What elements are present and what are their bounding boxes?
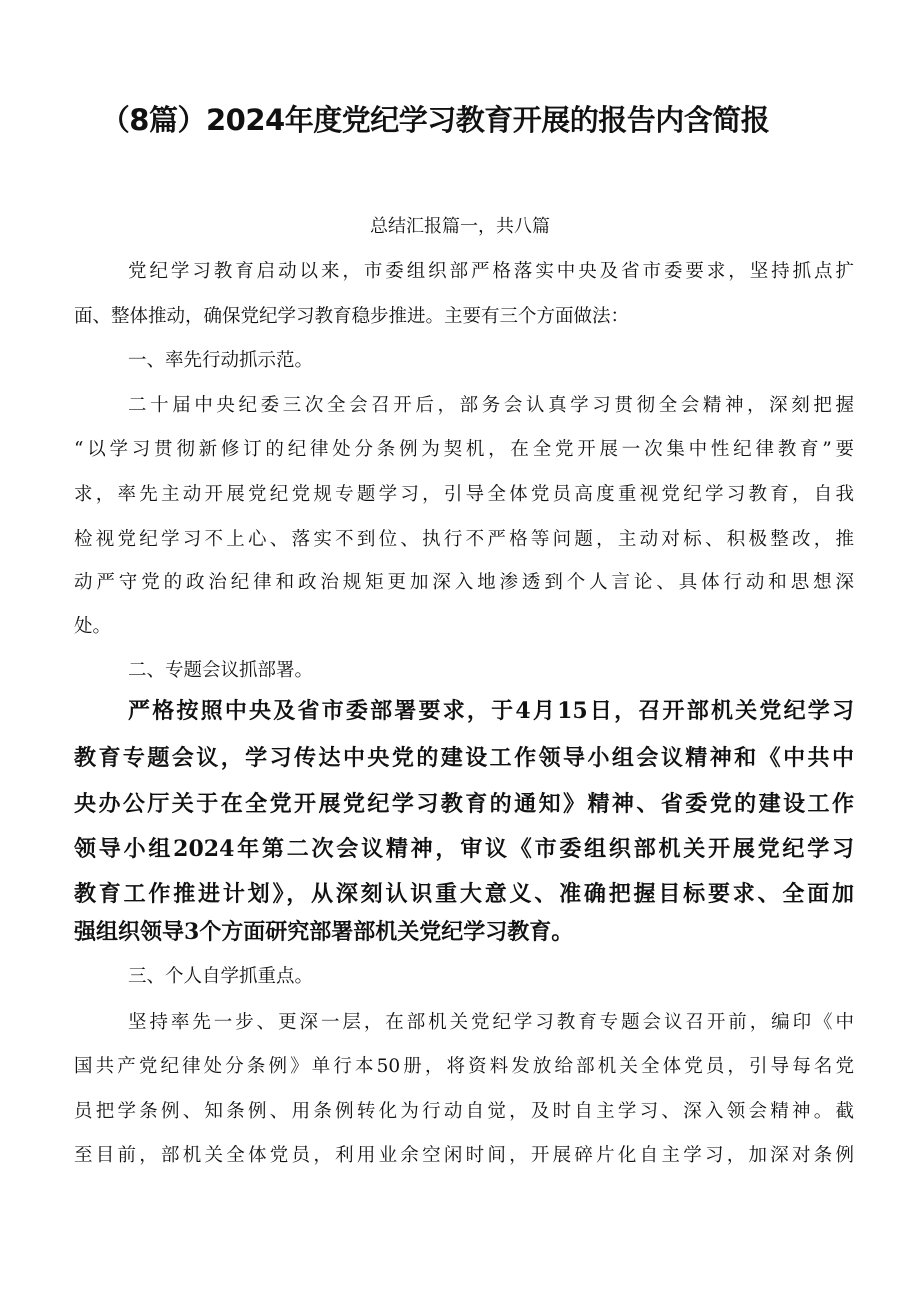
section-heading-2: 二、专题会议抓部署。 (128, 660, 314, 681)
intro-line: 党纪学习教育启动以来，市委组织部严格落实中央及省市委要求，坚持抓点扩 (128, 261, 854, 282)
paragraph-line: “以学习贯彻新修订的纪律处分条例为契机，在全党开展一次集中性纪律教育”要 (74, 439, 854, 460)
paragraph-line: 检视党纪学习不上心、落实不到位、执行不严格等问题，主动对标、积极整改，推 (74, 529, 854, 550)
paragraph-line: 强组织领导3个方面研究部署部机关党纪学习教育。 (74, 919, 574, 945)
intro-line: 面、整体推动，确保党纪学习教育稳步推进。主要有三个方面做法： (74, 306, 630, 327)
paragraph-line: 教育工作推进计划》，从深刻认识重大意义、准确把握目标要求、全面加 (74, 881, 854, 907)
paragraph-line: 坚持率先一步、更深一层，在部机关党纪学习教育专题会议召开前，编印《中 (128, 1012, 854, 1033)
paragraph-line: 二十届中央纪委三次全会召开后，部务会认真学习贯彻全会精神，深刻把握 (128, 395, 854, 416)
paragraph-line: 领导小组2024年第二次会议精神，审议《市委组织部机关开展党纪学习 (74, 836, 854, 862)
paragraph-line: 员把学条例、知条例、用条例转化为行动自觉，及时自主学习、深入领会精神。截 (74, 1101, 854, 1122)
section-heading-3: 三、个人自学抓重点。 (128, 966, 314, 987)
paragraph-line: 至目前，部机关全体党员，利用业余空闲时间，开展碎片化自主学习，加深对条例 (74, 1145, 854, 1166)
paragraph-line: 教育专题会议，学习传达中央党的建设工作领导小组会议精神和《中共中 (74, 745, 854, 771)
paragraph-line: 央办公厅关于在全党开展党纪学习教育的通知》精神、省委党的建设工作 (74, 791, 854, 817)
paragraph-line: 严格按照中央及省市委部署要求，于4月15日，召开部机关党纪学习 (128, 698, 854, 724)
paragraph-line: 求，率先主动开展党纪党规专题学习，引导全体党员高度重视党纪学习教育，自我 (74, 484, 854, 505)
paragraph-line: 处。 (74, 616, 112, 637)
section-heading-1: 一、率先行动抓示范。 (128, 350, 314, 371)
paragraph-line: 国共产党纪律处分条例》单行本50册，将资料发放给部机关全体党员，引导每名党 (74, 1056, 854, 1077)
document-title: （8篇）2024年度党纪学习教育开展的报告内含简报 (100, 103, 770, 137)
document-subtitle: 总结汇报篇一，共八篇 (370, 216, 550, 237)
paragraph-line: 动严守党的政治纪律和政治规矩更加深入地渗透到个人言论、具体行动和思想深 (74, 572, 854, 593)
